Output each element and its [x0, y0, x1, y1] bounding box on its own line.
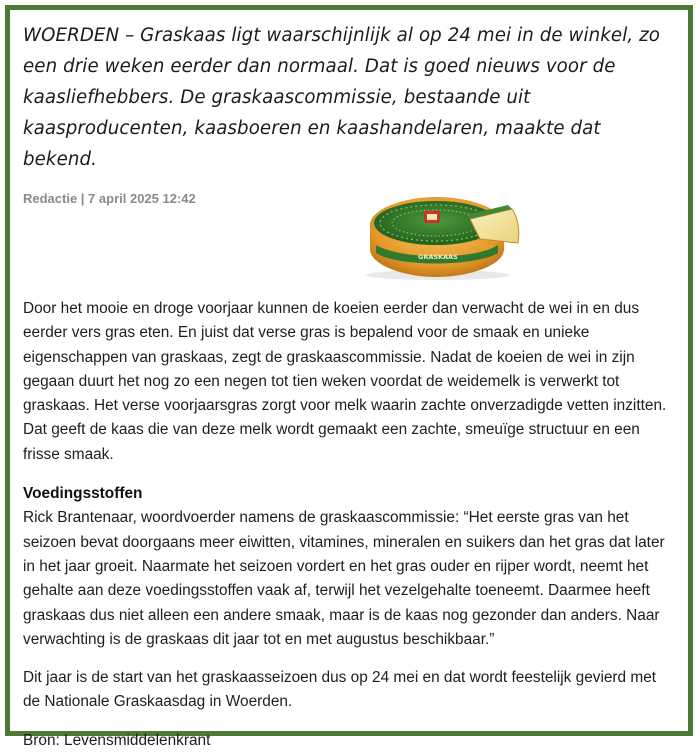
article-byline: Redactie | 7 april 2025 12:42 [23, 191, 196, 206]
cheese-brand-text: GRASKAAS [418, 253, 458, 261]
article-lead: WOERDEN – Graskaas ligt waarschijnlijk al op 24 mei in de winkel, zo een drie weken eerder dan normaal. Dat is goed nieuws voor de kaasliefhebbers. De graskaascommissie, bestaande uit kaasproducenten, kaasboeren en kaashandelaren, maakte dat bekend. [23, 25, 661, 170]
meta-row [23, 187, 675, 297]
paragraph-3: Dit jaar is de start van het graskaasseizoen dus op 24 mei en dat wordt feestelijk gevierd met de Nationale Graskaasdag in Woerden. [23, 669, 657, 711]
article-content [23, 20, 675, 753]
cheese-image [358, 191, 528, 281]
paragraph-1: Door het mooie en droge voorjaar kunnen de koeien eerder dan verwacht de wei in en dus eerder vers gras eten. En juist dat verse gras is bepalend voor de smaak en unieke eigenschappen van graskaas, zegt de graskaascommissie. Nadat de koeien de wei in zijn gegaan duurt het nog zo een negen tot tien weken voordat de weidemelk is verwerkt tot graskaas. Het verse voorjaarsgras zorgt voor melk waarin zachte onverzadigde vetten inzitten. Dat geeft de kaas die van deze melk wordt gemaakt een zachte, smeuïge structuur en een frisse smaak. [23, 300, 667, 463]
subheading-voedingsstoffen: Voedingsstoffen [23, 485, 143, 503]
article-frame [5, 5, 693, 749]
article-source: Bron: Levensmiddelenkrant [23, 731, 211, 749]
paragraph-2: Rick Brantenaar, woordvoerder namens de graskaascommissie: “Het eerste gras van het seizoen bevat doorgaans meer eiwitten, vitamines, mineralen en suikers dan het gras dat later in het jaar groeit. Naarmate het seizoen vordert en het gras ouder en rijper wordt, neemt het gehalte aan deze voedingsstoffen vaak af, terwijl het vezelgehalte toeneemt. Daarmee heeft graskaas dus niet alleen een andere smaak, maar is de kaas nog gezonder dan anders. Naar verwachting is de graskaas dit jaar tot en met augustus beschikbaar.” [23, 509, 665, 648]
